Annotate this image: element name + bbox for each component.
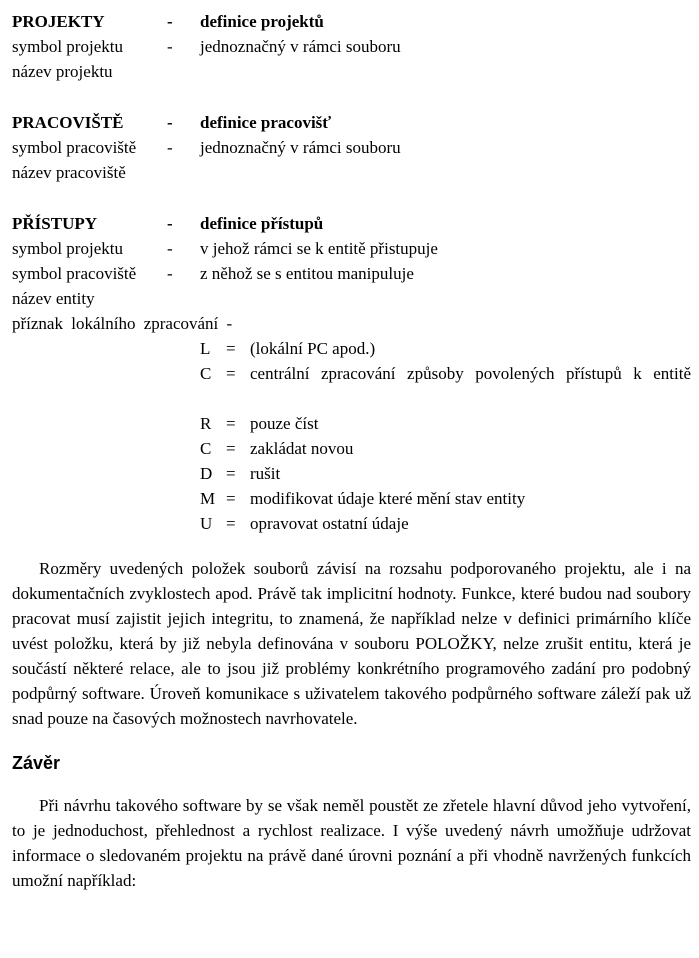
def-dash: - <box>167 214 173 233</box>
field-desc: jednoznačný v rámci souboru <box>200 138 401 157</box>
def-row <box>12 34 692 59</box>
code-letter: C <box>200 439 212 458</box>
flag-line <box>12 311 692 336</box>
code-eq: = <box>226 439 236 458</box>
def-row <box>12 135 692 160</box>
def-title: PŘÍSTUPY <box>12 214 98 233</box>
code-desc: pouze číst <box>250 414 319 433</box>
code-eq: = <box>226 464 236 483</box>
field-dash: - <box>167 37 173 56</box>
code-letter: R <box>200 414 212 433</box>
field-desc: z něhož se s entitou manipuluje <box>200 264 414 283</box>
code-desc: modifikovat údaje které mění stav entity <box>250 489 526 508</box>
code-desc: opravovat ostatní údaje <box>250 514 409 533</box>
code-eq: = <box>226 339 236 358</box>
field-desc: v jehož rámci se k entitě přistupuje <box>200 239 438 258</box>
paragraph-text: Při návrhu takového software by se však neměl poustět ze zřetele hlavní důvod jeho vytvoření, to je jednoduchost, přehlednost a rychlost realizace. I výše uvedený návrh umožňuje udržovat informace o sledovaném projektu na právě dané úrovni poznání a při vhodně navržených funkcích umožní například: <box>12 796 691 890</box>
flag-label: příznak lokálního zpracování - <box>12 314 233 333</box>
code-eq: = <box>226 364 236 383</box>
document-page <box>12 9 692 893</box>
code-row <box>12 436 692 461</box>
code-row <box>12 411 692 436</box>
code-desc: centrální zpracování způsoby povolených přístupů k entitě <box>250 364 691 383</box>
field-dash: - <box>167 138 173 157</box>
field-label: název projektu <box>12 62 113 81</box>
def-dash: - <box>167 113 173 132</box>
field-label: symbol projektu <box>12 239 123 258</box>
body-paragraph-2 <box>12 793 691 893</box>
field-label: symbol pracoviště <box>12 264 137 283</box>
code-letter: D <box>200 464 213 483</box>
def-title: PROJEKTY <box>12 12 105 31</box>
code-row <box>12 361 692 411</box>
field-dash: - <box>167 239 173 258</box>
def-row <box>12 236 692 261</box>
code-row <box>12 461 692 486</box>
field-label: název entity <box>12 289 95 308</box>
def-row <box>12 286 692 311</box>
def-title-desc: definice projektů <box>200 12 324 31</box>
code-row <box>12 486 692 511</box>
def-row <box>12 59 692 84</box>
code-letter: C <box>200 364 212 383</box>
code-row <box>12 336 692 361</box>
code-desc: (lokální PC apod.) <box>250 339 376 358</box>
code-letter: L <box>200 339 211 358</box>
def-projekty-title <box>12 9 692 34</box>
def-dash: - <box>167 12 173 31</box>
section-heading: Závěr <box>12 753 61 773</box>
def-title: PRACOVIŠTĚ <box>12 113 124 132</box>
code-eq: = <box>226 489 236 508</box>
code-eq: = <box>226 414 236 433</box>
code-desc: zakládat novou <box>250 439 354 458</box>
def-title-desc: definice pracovišť <box>200 113 332 132</box>
def-row <box>12 261 692 286</box>
code-letter: U <box>200 514 213 533</box>
def-pristupy-title <box>12 211 692 236</box>
field-dash: - <box>167 264 173 283</box>
code-desc: rušit <box>250 464 281 483</box>
def-pracoviste-title <box>12 110 692 135</box>
body-paragraph-1 <box>12 556 691 731</box>
code-letter: M <box>200 489 216 508</box>
code-eq: = <box>226 514 236 533</box>
field-label: symbol pracoviště <box>12 138 137 157</box>
field-label: symbol projektu <box>12 37 123 56</box>
def-title-desc: definice přístupů <box>200 214 324 233</box>
paragraph-text: Rozměry uvedených položek souborů závisí na rozsahu podporovaného projektu, ale i na dokumentačních zvyklostech apod. Právě tak implicitní hodnoty. Funkce, které budou nad soubory pracovat musí zajistit jejich integritu, to znamená, že například nelze v definici primárního klíče uvést položku, která by již nebyla definována v souboru POLOŽKY, nelze zrušit entitu, která je součástí některé relace, ale to jsou již problémy konkrétního programového zadání pro podobný podpůrný software. Úroveň komunikace s uživatelem takového podpůrného software záleží pak už snad pouze na časových možnostech navrhovatele. <box>12 559 691 728</box>
field-desc: jednoznačný v rámci souboru <box>200 37 401 56</box>
code-row <box>12 511 692 536</box>
field-label: název pracoviště <box>12 163 126 182</box>
def-row <box>12 160 692 185</box>
